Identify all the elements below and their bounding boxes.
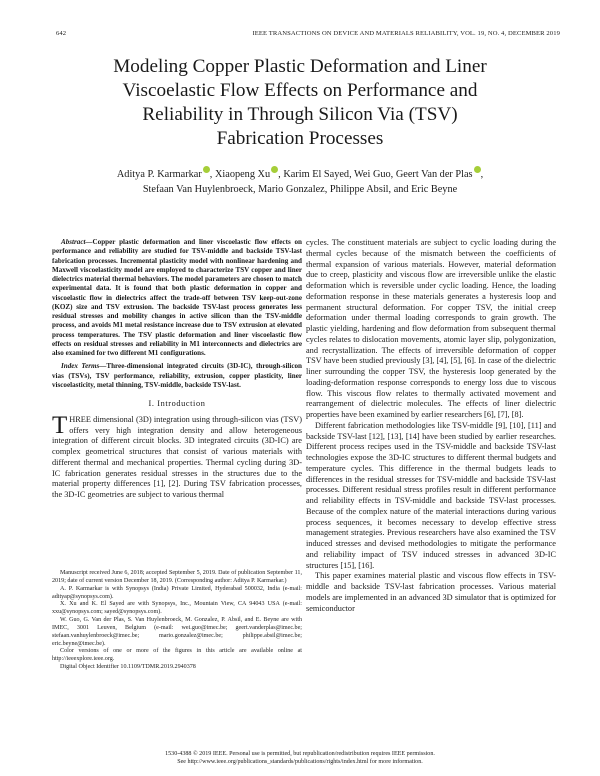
orcid-icon[interactable]	[271, 166, 278, 173]
body-paragraph: Different fabrication methodologies like TSV-middle [9], [10], [11] and backside TSV-last [12], [13], [14] have been studied by earlier researches. Different process recipes used in the TSV-middle and backside TSV-last technologies expose the 3D-IC structures to different thermal budgets and temperature cycles. This difference in the thermal budgets leads to differences in the residual stresses for TSV-middle and backside TSV-last processes. Different residual stress profiles result in different performance and reliability effects in TSV-middle and backside TSV-last processes. Because of the complex nature of the material interactions during various process sequences, it becomes necessary to develop effective stress management strategies. Previous researchers have also examined the TSV induced stresses and devised methodologies to mitigate the performance and reliability impact of TSV induced stresses in advanced 3D-IC structures [15], [16].	[306, 420, 556, 570]
footnote: A. P. Karmarkar is with Synopsys (India) Private Limited, Hyderabad 500032, India (e-mail: adityap@synopsys.com).	[52, 585, 302, 600]
author-line: Stefaan Van Huylenbroeck, Mario Gonzalez, Philippe Absil, and Eric Beyne	[142, 184, 458, 195]
copyright-line: See http://www.ieee.org/publications_standards/publications/rights/index.html for more information.	[177, 759, 423, 765]
author-name: Karim El Sayed, Wei Guo, Geert Van der Plas	[283, 169, 473, 180]
index-terms-text: Three-dimensional integrated circuits (3D-IC), through-silicon vias (TSVs), TSV performance, reliability, extrusion, copper plasticity, liner viscoelasticity, metal thinning, TSV-middle, backside TSV-last.	[52, 362, 302, 389]
orcid-icon[interactable]	[474, 166, 481, 173]
drop-cap: T	[52, 411, 68, 439]
index-terms	[52, 362, 302, 390]
author-name: Xiaopeng Xu	[214, 169, 271, 180]
footnote: W. Guo, G. Van der Plas, S. Van Huylenbroeck, M. Gonzalez, P. Absil, and E. Beyne are with IMEC, 3001 Leuven, Belgium (e-mail: wei.guo@imec.be; geert.vanderplas@imec.be; stefaan.vanhuylenbroeck@imec.be; mario.gonzalez@imec.be; philippe.absil@imec.be; eric.beyne@imec.be).	[52, 617, 302, 647]
body-paragraph: This paper examines material plastic and viscous flow effects in TSV-middle and backside TSV-last fabrication processes. Various material models are implemented in an advanced 3D simulator that is optimized for semiconductor	[306, 571, 556, 613]
title-line: Reliability in Through Silicon Via (TSV)	[142, 104, 458, 125]
abstract-label: Abstract—	[61, 238, 93, 246]
abstract-text: Copper plastic deformation and liner viscoelastic flow effects on performance and reliability are studied for TSV-middle and backside TSV-last fabrication processes. Incremental plasticity model with nonlinear hardening and Maxwell viscoelasticity model are employed to characterize TSV copper and liner dielectrics material thermal behaviors. The model parameters are chosen to match experimental data. It is found that both plastic deformation in copper and viscoelastic flow in dielectrics affect the trade-off between TSV keep-out-zone (KOZ) size and TSV extrusion. The backside TSV-last process generates less residual stresses and mobility changes in active silicon than the TSV-middle process, and avoids M1 metal resistance increase due to TSV extrusion at elevated process temperatures. The TSV plastic deformation and liner viscoelastic flow effects on residual stresses and reliability in M1 interconnects and dielectrics are also examined for two different M1 configurations.	[52, 238, 302, 357]
title-line: Fabrication Processes	[216, 128, 384, 149]
footnote: Digital Object Identifier 10.1109/TDMR.2019.2940378	[60, 664, 196, 671]
index-terms-label: Index Terms—	[61, 362, 107, 371]
footnote: Color versions of one or more of the figures in this article are available online at http://ieeexplore.ieee.org.	[52, 648, 302, 663]
journal-header: IEEE TRANSACTIONS ON DEVICE AND MATERIALS RELIABILITY, VOL. 19, NO. 4, DECEMBER 2019	[252, 30, 560, 37]
section-heading: I. Introduction	[148, 399, 206, 408]
footnote: X. Xu and K. El Sayed are with Synopsys, Inc., Mountain View, CA 94043 USA (e-mail: xxu@synopsys.com; sayed@synopsys.com).	[52, 601, 302, 616]
paper-title	[40, 55, 560, 151]
right-column	[306, 238, 556, 614]
footnote: Manuscript received June 6, 2018; accepted September 5, 2019. Date of publication September 11, 2019; date of current version December 18, 2019. (Corresponding author: Aditya P. Karmarkar.)	[52, 570, 302, 584]
author-name: Aditya P. Karmarkar	[116, 169, 202, 180]
orcid-icon[interactable]	[203, 166, 210, 173]
body-paragraph: cycles. The constituent materials are subject to cyclic loading during the thermal cycles because of the mismatch between the coefficients of thermal expansion of various materials. However, material deformation due to creep, plasticity and viscous flow are irreversible unlike the elastic deformation which is reversible under cyclic loading. Hence, the loading deformation response in these materials generates a hysteresis loop and permanent structural deformation. For copper TSV, the initial creep deformation under thermal loading corresponds to grain growth. The plastic yielding, hardening and flow deformation from subsequent thermal cycles relates to dislocation movements, atomic layer slip, polygonization, and recrystallization. The effects of irreversible deformation of copper TSV have been studied previously [3], [4], [5], [6]. In case of the dielectric liner surrounding the copper TSV, the hysteresis loop generated by the loading-deformation response corresponds to energy loss due to viscous flow. This viscous flow relates to thermally activated movement and rearrangement of dielectric molecules. The effects of liner dielectric properties have been examined by earlier researchers [6], [7], [8].	[306, 238, 556, 419]
left-column	[52, 238, 302, 501]
author-list: Aditya P. Karmarkar , Xiaopeng Xu , Karim El Sayed, Wei Guo, Geert Van der Plas , Stefaan Van Huylenbroeck, Mario Gonzalez, Philippe Absil, and Eric Beyne	[40, 166, 560, 197]
title-line: Modeling Copper Plastic Deformation and Liner	[113, 56, 487, 77]
page-number: 642	[56, 30, 67, 37]
footnotes	[52, 570, 302, 672]
copyright-notice	[40, 750, 560, 766]
intro-paragraph: THREE dimensional (3D) integration using through-silicon vias (TSV) offers very high integration density and allow heterogeneous integration of different circuit blocks. 3D integrated circuits (3D-IC) are complex geometrical structures that consist of various materials with different thermal and mechanical properties. Thermal cycling during 3D-IC fabrication generates residual stresses in the structures due to the material property differences [1], [2]. During TSV fabrication processes, the 3D-IC geometries are subject to various thermal	[52, 411, 302, 499]
running-header	[56, 30, 560, 40]
title-line: Viscoelastic Flow Effects on Performance and	[122, 80, 478, 101]
copyright-line: 1530-4388 © 2019 IEEE. Personal use is permitted, but republication/redistribution requires IEEE permission.	[165, 751, 435, 757]
abstract	[52, 238, 302, 358]
